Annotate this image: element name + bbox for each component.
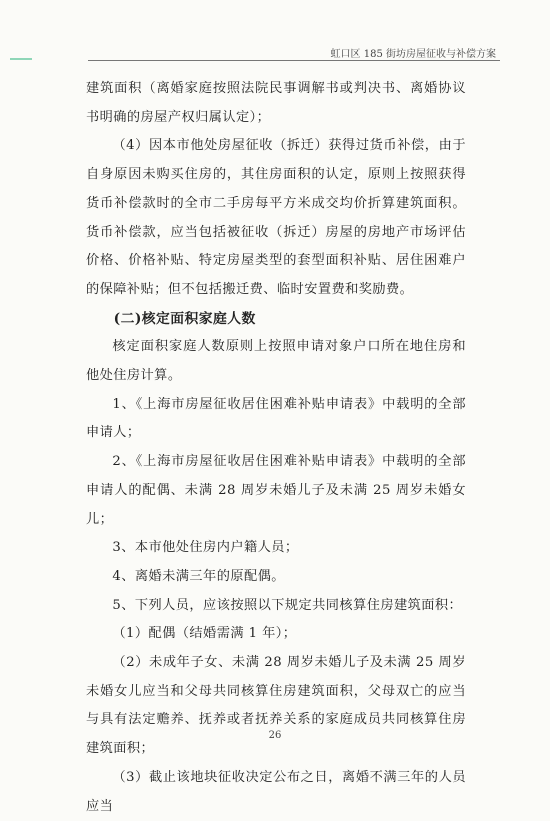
document-body — [86, 75, 466, 821]
paragraph: （4）因本市他处房屋征收（拆迁）获得过货币补偿，由于自身原因未购买住房的，其住房面积的认定，原则上按照获得货币补偿款时的全市二手房每平方米成交均价折算建筑面积。货币补偿款，应当包括被征收（拆迁）房屋的房地产市场评估价格、价格补贴、特定房屋类型的套型面积补贴、居住困难户的保障补贴；但不包括搬迁费、临时安置费和奖励费。 — [86, 138, 466, 297]
paragraph: 建筑面积（离婚家庭按照法院民事调解书或判决书、离婚协议书明确的房屋产权归属认定）； — [86, 81, 466, 125]
list-item: 4、离婚未满三年的原配偶。 — [112, 568, 285, 584]
list-item: 5、下列人员，应该按照以下规定共同核算住房建筑面积： — [112, 597, 463, 613]
list-item: 3、本市他处住房内户籍人员； — [112, 540, 299, 556]
header-divider — [88, 60, 500, 61]
scan-mark — [10, 58, 32, 60]
section-heading: (二)核定面积家庭人数 — [113, 310, 256, 327]
page-header: 虹口区 185 街坊房屋征收与补偿方案 — [330, 49, 496, 60]
list-item: 1、《上海市房屋征收居住困难补贴申请表》中载明的全部申请人； — [86, 396, 466, 441]
list-item: 2、《上海市房屋征收居住困难补贴申请表》中载明的全部申请人的配偶、未满 28 周岁未婚儿子及未满 25 周岁未婚女儿； — [86, 454, 466, 527]
paragraph: 核定面积家庭人数原则上按照申请对象户口所在地住房和他处住房计算。 — [86, 339, 466, 384]
sub-list-item: （2）未成年子女、未满 28 周岁未婚儿子及未满 25 周岁未婚女儿应当和父母共同核算住房建筑面积，父母双亡的应当与具有法定赡养、抚养或者抚养关系的家庭成员共同核算住房建筑面积； — [86, 655, 466, 757]
sub-list-item: （3）截止该地块征收决定公布之日，离婚不满三年的人员应当 — [86, 769, 466, 814]
page-number: 26 — [268, 730, 282, 741]
sub-list-item: （1）配偶（结婚需满 1 年）； — [112, 626, 297, 642]
